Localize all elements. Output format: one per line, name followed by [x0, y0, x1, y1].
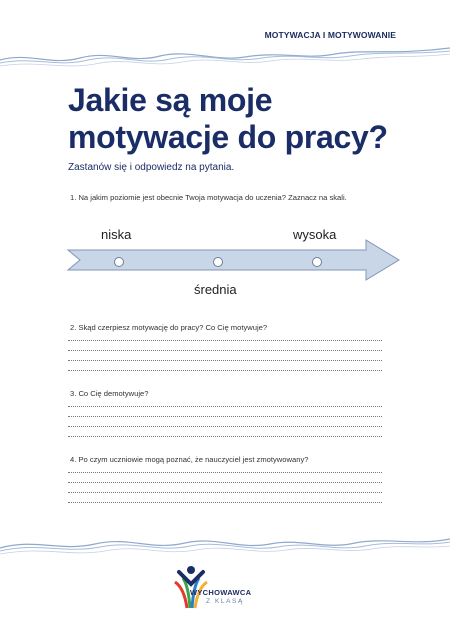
- section-header: MOTYWACJA I MOTYWOWANIE: [264, 30, 396, 40]
- scale-option-high[interactable]: [311, 256, 323, 268]
- title-line-1: Jakie są moje: [68, 82, 273, 118]
- answer-line[interactable]: [68, 482, 382, 483]
- answer-line[interactable]: [68, 436, 382, 437]
- logo-line-2: Z KLASĄ: [206, 598, 244, 605]
- answer-line[interactable]: [68, 406, 382, 407]
- scale-option-mid[interactable]: [212, 256, 224, 268]
- title-line-2: motywacje do pracy?: [68, 119, 388, 155]
- scale-mid-label: średnia: [194, 282, 237, 297]
- bottom-wave-decoration: [0, 526, 450, 560]
- answer-line[interactable]: [68, 360, 382, 361]
- answer-line[interactable]: [68, 426, 382, 427]
- question-1: 1. Na jakim poziomie jest obecnie Twoja motywacja do uczenia? Zaznacz na skali.: [70, 193, 347, 202]
- answer-line[interactable]: [68, 416, 382, 417]
- answer-line[interactable]: [68, 492, 382, 493]
- logo-wychowawca: [168, 562, 258, 612]
- answer-line[interactable]: [68, 472, 382, 473]
- scale-high-label: wysoka: [293, 227, 337, 242]
- logo-line-1: WYCHOWAWCA: [190, 588, 252, 597]
- subtitle: Zastanów się i odpowiedz na pytania.: [68, 162, 235, 173]
- question-2: 2. Skąd czerpiesz motywację do pracy? Co Cię motywuje?: [70, 323, 268, 332]
- page-title: [68, 82, 428, 156]
- top-wave-decoration: [0, 40, 450, 74]
- answer-line[interactable]: [68, 340, 382, 341]
- scale-low-label: niska: [101, 227, 132, 242]
- logo-figures-icon: [171, 564, 211, 610]
- answer-line[interactable]: [68, 350, 382, 351]
- question-3: 3. Co Cię demotywuje?: [70, 389, 149, 398]
- question-4: 4. Po czym uczniowie mogą poznać, że nauczyciel jest zmotywowany?: [70, 455, 309, 464]
- answer-line[interactable]: [68, 370, 382, 371]
- answer-line[interactable]: [68, 502, 382, 503]
- scale-option-low[interactable]: [113, 256, 125, 268]
